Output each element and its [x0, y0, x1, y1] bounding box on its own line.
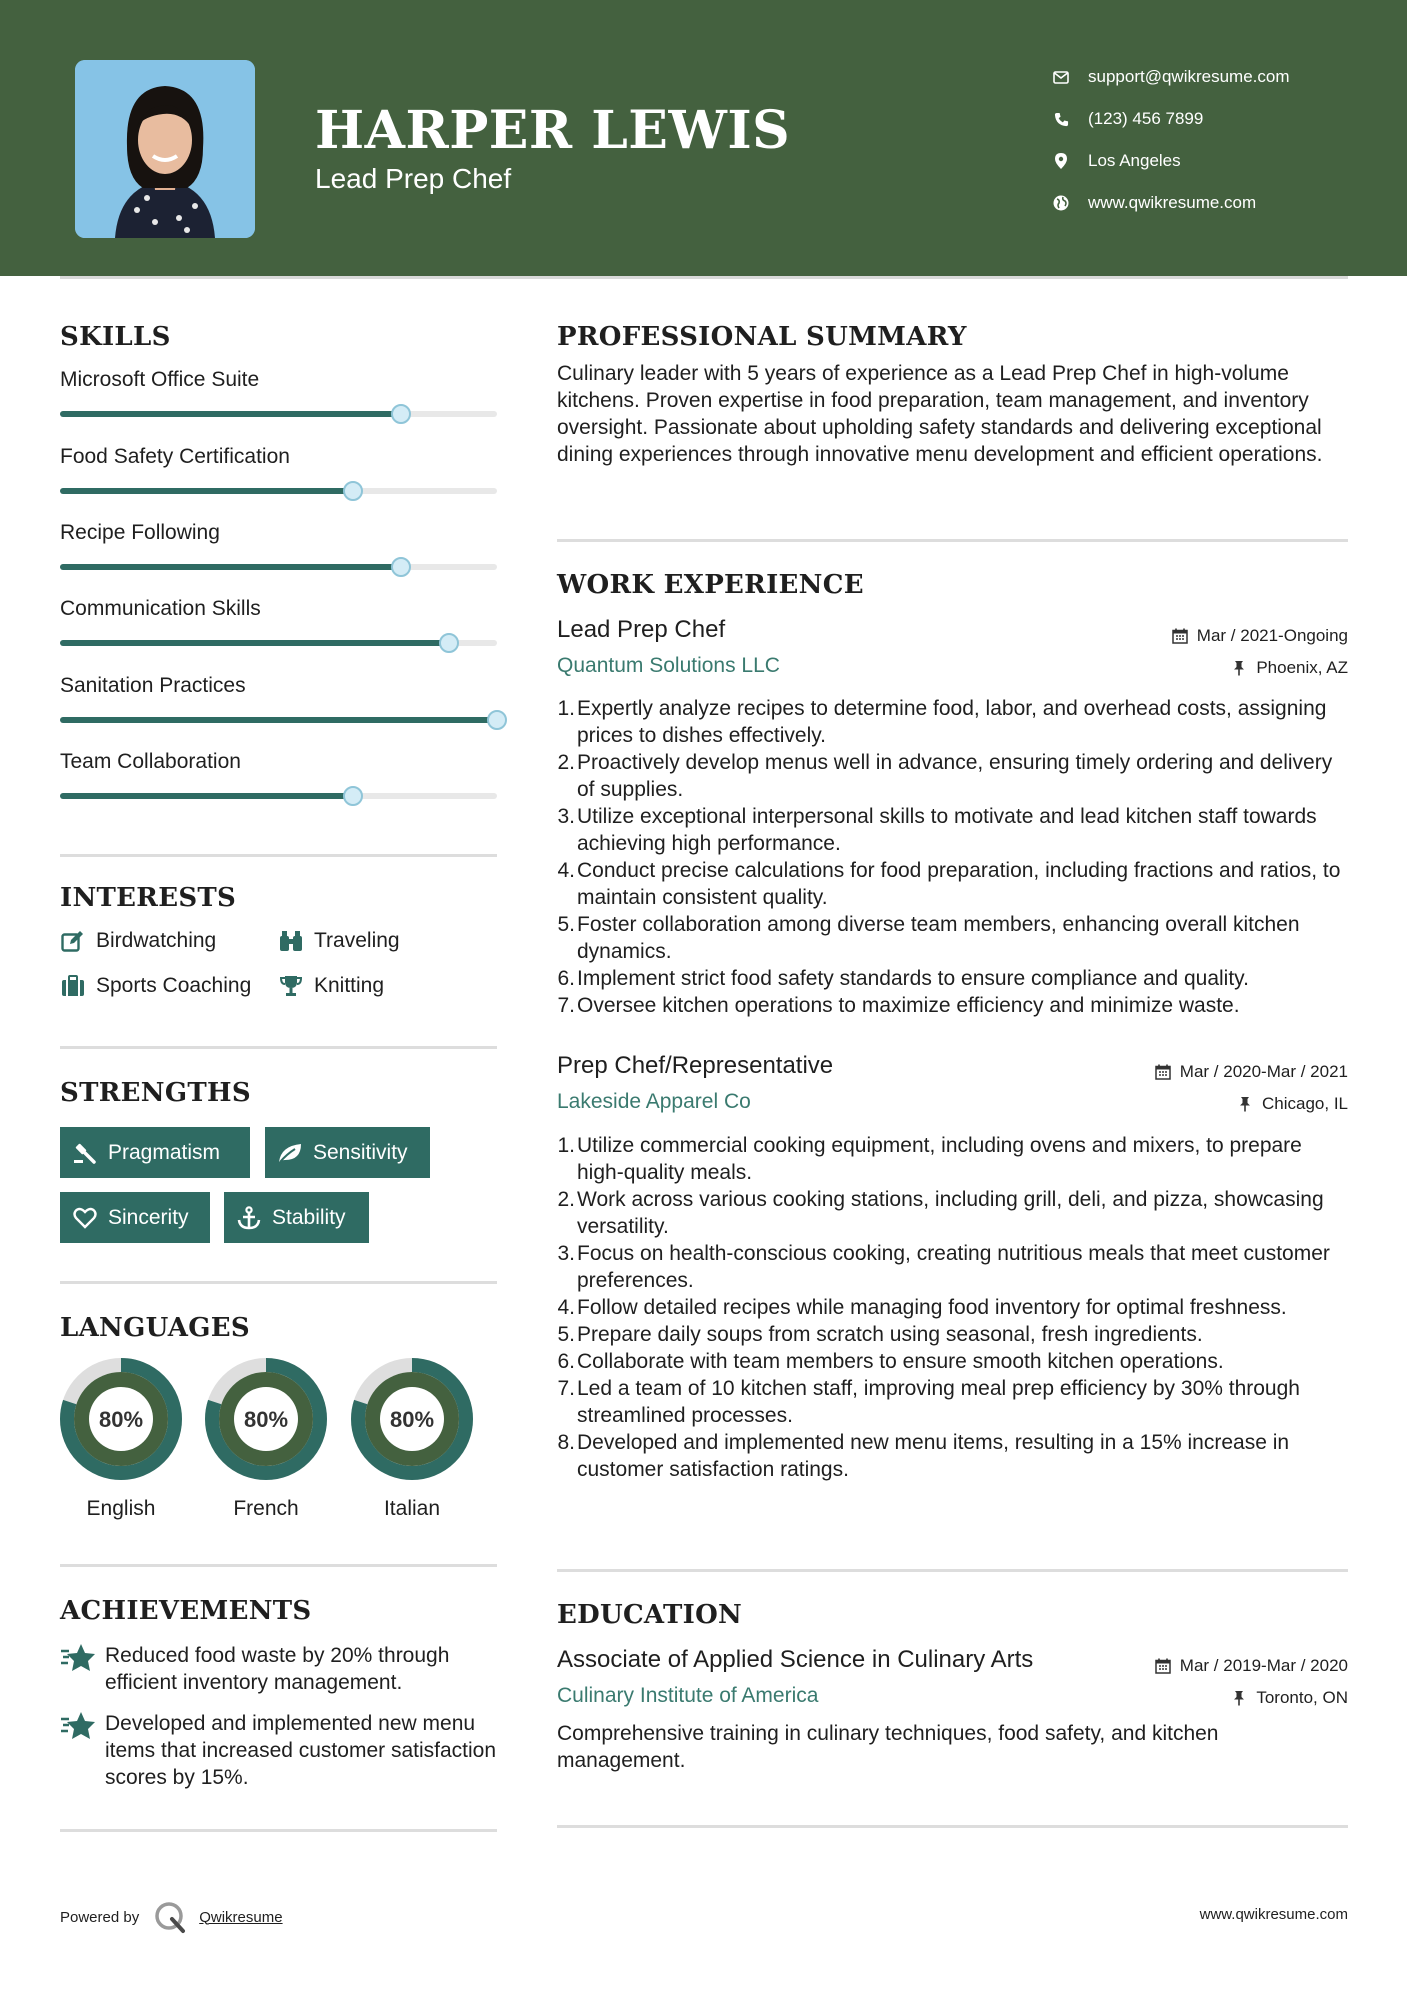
languages-section — [60, 1313, 497, 1523]
achievement-text: Reduced food waste by 20% through efficient inventory management. — [105, 1644, 450, 1694]
achievement-item — [60, 1710, 497, 1791]
education-dates-text: Mar / 2019-Mar / 2020 — [1179, 1656, 1348, 1675]
job-bullet: 7. Led a team of 10 kitchen staff, improving meal prep efficiency by 30% through streamlined processes. — [557, 1377, 1300, 1427]
job-dates-text: Mar / 2020-Mar / 2021 — [1179, 1062, 1348, 1081]
job-bullet: 8. Developed and implemented new menu items, resulting in a 15% increase in customer satisfaction ratings. — [557, 1431, 1290, 1481]
strength-label: Sincerity — [108, 1205, 189, 1229]
education-description: Comprehensive training in culinary techniques, food safety, and kitchen management. — [557, 1722, 1219, 1772]
heart-icon — [72, 1205, 98, 1231]
job-bullet: 2. Work across various cooking stations, including grill, deli, and pizza, showcasing versatility. — [557, 1188, 1324, 1238]
skill-item — [60, 674, 497, 698]
skill-bar-fill — [60, 640, 449, 646]
job-dates-text: Mar / 2021-Ongoing — [1196, 626, 1348, 645]
star-icon — [60, 1642, 96, 1672]
skill-bar-fill — [60, 564, 401, 570]
profile-photo — [75, 60, 255, 238]
job-location-text: Phoenix, AZ — [1256, 658, 1348, 677]
strength-chip — [60, 1127, 250, 1178]
skill-label: Team Collaboration — [60, 750, 241, 773]
job-bullet: 7. Oversee kitchen operations to maximize efficiency and minimize waste. — [557, 994, 1240, 1017]
skill-label: Communication Skills — [60, 597, 261, 620]
skill-bar-track — [60, 793, 497, 799]
star-icon — [60, 1710, 96, 1740]
binoculars-icon — [278, 928, 304, 954]
skill-label: Recipe Following — [60, 521, 220, 544]
interest-label: Traveling — [314, 929, 400, 952]
section-divider — [60, 854, 497, 857]
skill-bar-track — [60, 411, 497, 417]
language-label: Italian — [383, 1497, 441, 1520]
job-location — [1236, 1094, 1348, 1114]
job-bullet: 5. Prepare daily soups from scratch using seasonal, fresh ingredients. — [557, 1323, 1203, 1346]
header-divider — [60, 276, 1348, 279]
job-bullet: 6. Collaborate with team members to ensure smooth kitchen operations. — [557, 1350, 1224, 1373]
language-donut — [204, 1357, 328, 1481]
edit-icon — [60, 928, 86, 954]
skill-label: Sanitation Practices — [60, 674, 246, 697]
calendar-icon — [1154, 1657, 1172, 1675]
language-percent: 80% — [98, 1407, 144, 1432]
job-bullet-list — [557, 1132, 1348, 1483]
job-dates — [1154, 1062, 1348, 1082]
skill-bar-track — [60, 564, 497, 570]
powered-by — [60, 1900, 283, 1934]
language-label: English — [86, 1497, 156, 1520]
skill-bar-track — [60, 640, 497, 646]
pushpin-icon — [1230, 659, 1248, 677]
resume-header — [0, 0, 1407, 276]
school-name: Culinary Institute of America — [557, 1684, 819, 1707]
education-dates — [1154, 1656, 1348, 1676]
section-divider — [60, 1046, 497, 1049]
contact-phone-text: (123) 456 7899 — [1088, 109, 1204, 128]
pushpin-icon — [1230, 1689, 1248, 1707]
contact-website-text: www.qwikresume.com — [1088, 193, 1257, 212]
strength-chip — [60, 1192, 210, 1243]
job-company: Quantum Solutions LLC — [557, 654, 780, 677]
interest-label: Sports Coaching — [96, 974, 252, 997]
job-bullet: 2. Proactively develop menus well in advance, ensuring timely ordering and delivery of supplies. — [557, 751, 1333, 801]
skills-list — [60, 368, 497, 828]
section-divider — [60, 1281, 497, 1284]
strength-chip — [265, 1127, 430, 1178]
contact-email-text: support@qwikresume.com — [1088, 67, 1290, 86]
skill-bar-track — [60, 488, 497, 494]
language-percent: 80% — [243, 1407, 289, 1432]
envelope-icon — [1050, 66, 1072, 88]
job-bullet: 4. Follow detailed recipes while managing food inventory for optimal freshness. — [557, 1296, 1287, 1319]
skill-bar-knob — [439, 633, 459, 653]
calendar-icon — [1171, 627, 1189, 645]
skill-bar-fill — [60, 488, 353, 494]
skill-bar-knob — [343, 481, 363, 501]
footer-website[interactable]: www.qwikresume.com — [1199, 1906, 1348, 1923]
language-item — [59, 1357, 183, 1521]
contact-email[interactable] — [1050, 56, 1390, 98]
strengths-section — [60, 1078, 497, 1248]
skill-label: Microsoft Office Suite — [60, 368, 260, 391]
education-section — [557, 1600, 1348, 1780]
achievement-item — [60, 1642, 497, 1696]
pushpin-icon — [1236, 1095, 1254, 1113]
education-location-text: Toronto, ON — [1256, 1688, 1348, 1707]
strength-label: Sensitivity — [313, 1140, 408, 1164]
job-bullet: 3. Utilize exceptional interpersonal skills to motivate and lead kitchen staff towards achieving high performance. — [557, 805, 1317, 855]
contact-location-text: Los Angeles — [1088, 151, 1181, 170]
interests-title: INTERESTS — [60, 883, 237, 913]
interest-item — [60, 973, 251, 999]
skill-bar-fill — [60, 717, 497, 723]
calendar-icon — [1154, 1063, 1172, 1081]
job-location-text: Chicago, IL — [1262, 1094, 1348, 1113]
leaf-icon — [277, 1140, 303, 1166]
brand-link[interactable]: Qwikresume — [199, 1908, 283, 1926]
job-title: Prep Chef/Representative — [557, 1052, 834, 1079]
skills-title: SKILLS — [60, 322, 171, 352]
job-bullet: 6. Implement strict food safety standards to ensure compliance and quality. — [557, 967, 1249, 990]
contact-location — [1050, 140, 1390, 182]
job-company: Lakeside Apparel Co — [557, 1090, 751, 1113]
strengths-title: STRENGTHS — [60, 1078, 251, 1108]
skill-bar-knob — [391, 557, 411, 577]
experience-section — [557, 570, 1348, 1520]
summary-section — [557, 322, 1348, 468]
phone-icon — [1050, 108, 1072, 130]
section-divider — [557, 1825, 1348, 1828]
skill-bar-knob — [391, 404, 411, 424]
skill-item — [60, 597, 497, 621]
language-item — [204, 1357, 328, 1521]
job-bullet: 3. Focus on health-conscious cooking, creating nutritious meals that meet customer preferences. — [557, 1242, 1330, 1292]
strength-label: Stability — [272, 1205, 346, 1229]
summary-title: PROFESSIONAL SUMMARY — [557, 322, 967, 352]
achievement-text: Developed and implemented new menu items that increased customer satisfaction scores by 15%. — [105, 1712, 497, 1789]
powered-by-text: Powered by — [60, 1908, 140, 1926]
section-divider — [557, 539, 1348, 542]
degree-title: Associate of Applied Science in Culinary Arts — [557, 1646, 1034, 1673]
achievements-section — [60, 1596, 497, 1796]
achievements-title: ACHIEVEMENTS — [60, 1596, 312, 1626]
skill-bar-track — [60, 717, 497, 723]
summary-text: Culinary leader with 5 years of experience as a Lead Prep Chef in high-volume kitchens. Proven expertise in food preparation, team management, and inventory oversight. Passionate about upholding safety standards and delivering exceptional dining experiences through innovative menu development and efficient operations. — [557, 362, 1323, 466]
strength-chip — [224, 1192, 369, 1243]
suitcase-icon — [60, 973, 86, 999]
trophy-icon — [278, 973, 304, 999]
candidate-role: Lead Prep Chef — [315, 163, 512, 194]
candidate-name: HARPER LEWIS — [315, 100, 791, 161]
skill-label: Food Safety Certification — [60, 445, 290, 468]
job-bullet: 1. Expertly analyze recipes to determine food, labor, and overhead costs, assigning prices to dishes effectively. — [557, 697, 1327, 747]
interest-label: Birdwatching — [96, 929, 217, 952]
job-location — [1230, 658, 1348, 678]
job-bullet: 1. Utilize commercial cooking equipment, including ovens and mixers, to prepare high-quality meals. — [557, 1134, 1302, 1184]
section-divider — [60, 1829, 497, 1832]
interest-item — [278, 973, 384, 999]
language-donut — [350, 1357, 474, 1481]
skill-item — [60, 445, 497, 469]
contact-list — [1050, 56, 1390, 224]
gavel-icon — [72, 1140, 98, 1166]
job-bullet: 4. Conduct precise calculations for food preparation, including fractions and ratios, to maintain consistent quality. — [557, 859, 1341, 909]
language-item — [350, 1357, 474, 1521]
skill-bar-fill — [60, 793, 353, 799]
language-donut — [59, 1357, 183, 1481]
interest-item — [278, 928, 400, 954]
languages-title: LANGUAGES — [60, 1313, 250, 1343]
globe-icon — [1050, 192, 1072, 214]
skill-bar-fill — [60, 411, 401, 417]
location-pin-icon — [1050, 150, 1072, 172]
job-dates — [1171, 626, 1348, 646]
job-bullet: 5. Foster collaboration among diverse team members, enhancing overall kitchen dynamics. — [557, 913, 1300, 963]
contact-phone[interactable] — [1050, 98, 1390, 140]
skill-item — [60, 521, 497, 545]
experience-title: WORK EXPERIENCE — [557, 570, 864, 600]
section-divider — [557, 1569, 1348, 1572]
qwikresume-logo-icon — [153, 1900, 187, 1934]
skills-section — [60, 322, 497, 352]
skill-item — [60, 750, 497, 774]
skill-item — [60, 368, 497, 392]
language-label: French — [233, 1497, 299, 1520]
job-title: Lead Prep Chef — [557, 616, 726, 643]
strength-label: Pragmatism — [108, 1140, 221, 1164]
education-location — [1230, 1688, 1348, 1708]
job-bullet-list — [557, 695, 1348, 1019]
skill-bar-knob — [487, 710, 507, 730]
interests-section — [60, 883, 497, 1023]
anchor-icon — [236, 1205, 262, 1231]
skill-bar-knob — [343, 786, 363, 806]
language-percent: 80% — [389, 1407, 435, 1432]
education-title: EDUCATION — [557, 1600, 743, 1630]
contact-website[interactable] — [1050, 182, 1390, 224]
section-divider — [60, 1564, 497, 1567]
interest-item — [60, 928, 216, 954]
interest-label: Knitting — [314, 974, 385, 997]
